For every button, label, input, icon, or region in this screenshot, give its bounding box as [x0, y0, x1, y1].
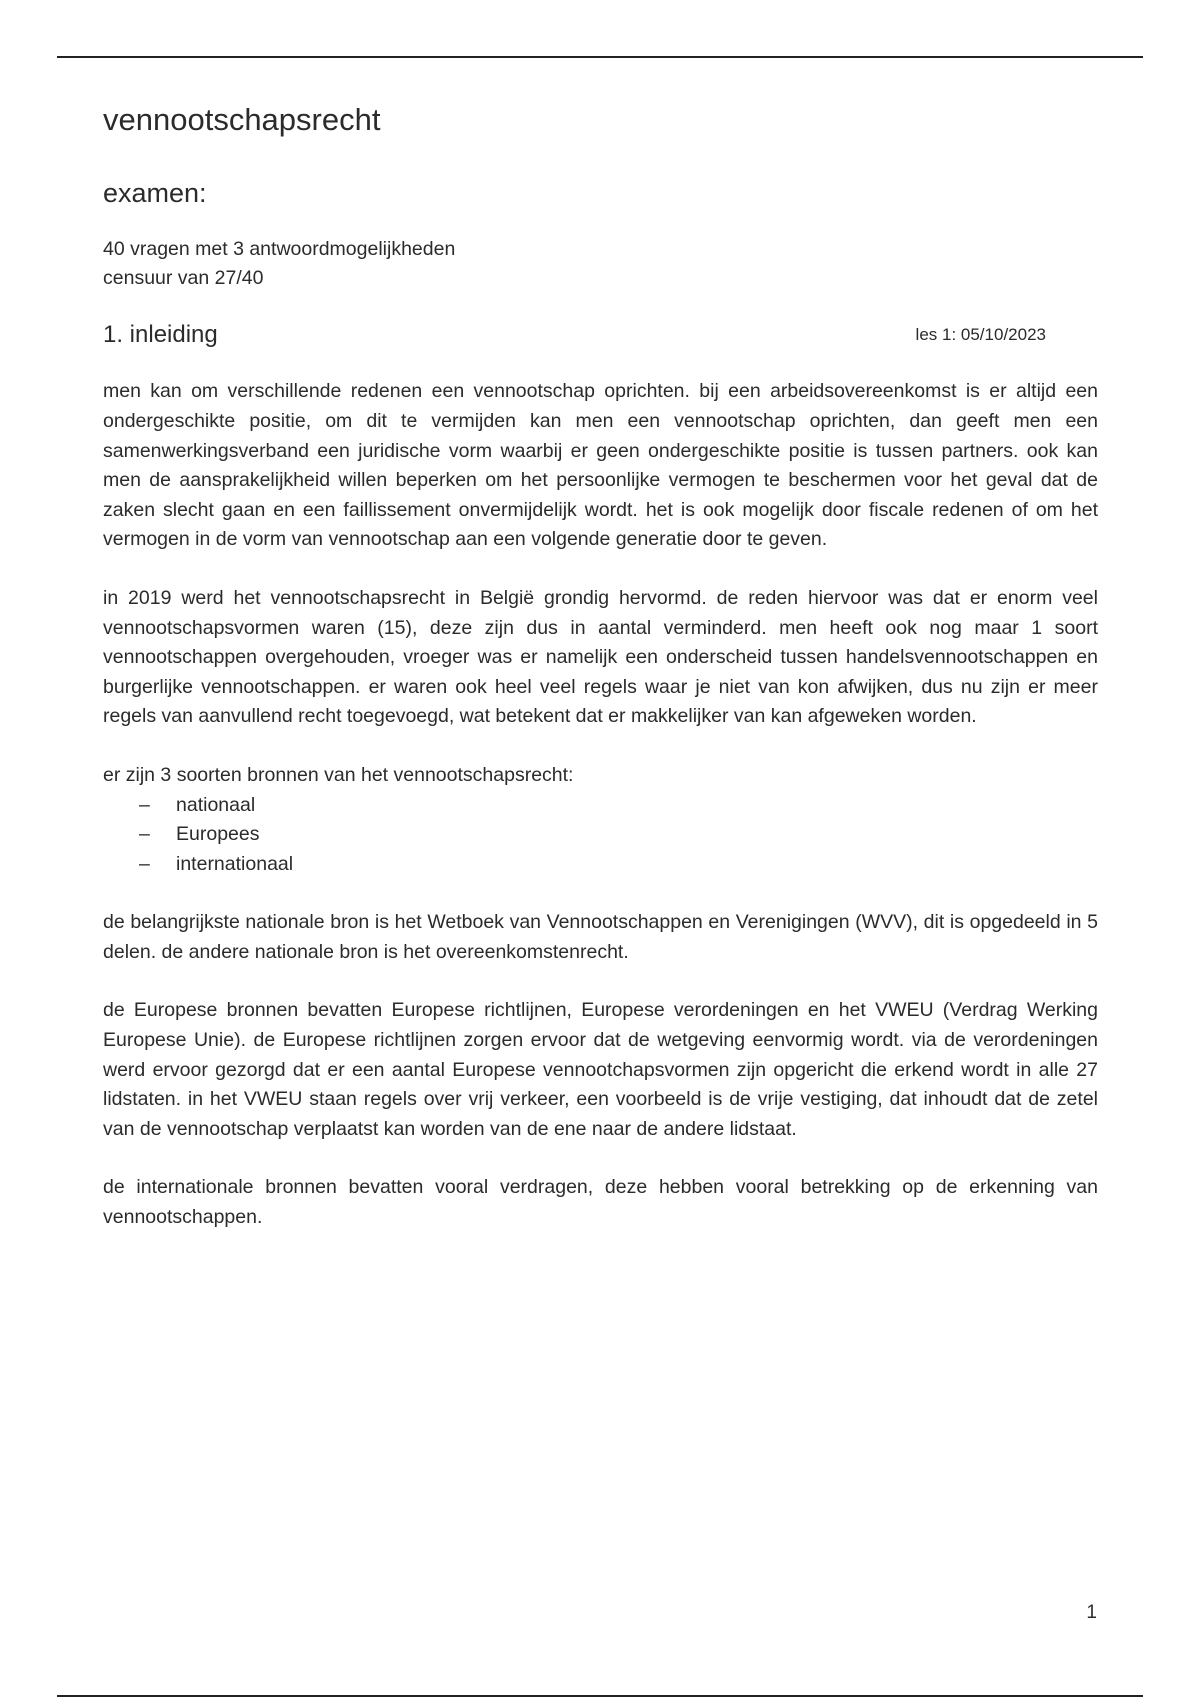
document-title: vennootschapsrecht: [103, 102, 381, 137]
bullet-dash: –: [139, 823, 150, 846]
exam-info-line: 40 vragen met 3 antwoordmogelijkheden: [103, 238, 456, 261]
sources-list: [103, 791, 1098, 880]
bullet-dash: –: [139, 852, 150, 875]
list-item-label: Europees: [176, 823, 260, 846]
bottom-rule: [57, 1695, 1143, 1697]
paragraph-reform: in 2019 werd het vennootschapsrecht in België grondig hervormd. de reden hiervoor was dat er enorm veel vennootschapsvormen waren (15), deze zijn dus in aantal verminderd. men heeft ook nog maar 1 soort vennootschappen overgehouden, vroeger was er namelijk een onderscheid tussen handelsvennootschappen en burgerlijke vennootschappen. er waren ook heel veel regels waar je niet van kon afwijken, dus nu zijn er meer regels van aanvullend recht toegevoegd, wat betekent dat er makkelijker van kan afgeweken worden.: [103, 586, 1098, 728]
section-header: [103, 317, 1098, 353]
top-rule: [57, 56, 1143, 58]
exam-heading: examen:: [103, 178, 207, 209]
paragraph-reasons: men kan om verschillende redenen een vennootschap oprichten. bij een arbeidsovereenkomst is er altijd een ondergeschikte positie, om dit te vermijden kan men een vennootschap oprichten, dan geeft men een samenwerkingsverband een juridische vorm waarbij er geen ondergeschikte positie is tussen partners. ook kan men de aansprakelijkheid willen beperken om het persoonlijke vermogen te beschermen voor het geval dat de zaken slecht gaan en een faillissement onvermijdelijk wordt. het is ook mogelijk door fiscale redenen of om het vermogen in de vorm van vennootschap aan een volgende generatie door te geven.: [103, 380, 1098, 551]
paragraph-sources-intro: er zijn 3 soorten bronnen van het vennootschapsrecht:: [103, 763, 574, 786]
exam-info: [103, 235, 1098, 293]
list-item-label: internationaal: [176, 852, 294, 875]
list-item-label: nationaal: [176, 793, 256, 816]
section-title: 1. inleiding: [103, 321, 218, 349]
list-item: [139, 791, 1098, 821]
paragraph-national-sources: de belangrijkste nationale bron is het Wetboek van Vennootschappen en Verenigingen (WVV), dit is opgedeeld in 5 delen. de andere nationale bron is het overeenkomstenrecht.: [103, 911, 1098, 963]
paragraph-international-sources: de internationale bronnen bevatten vooral verdragen, deze hebben vooral betrekking op de erkenning van vennootschappen.: [103, 1176, 1098, 1229]
list-item: [139, 820, 1098, 850]
list-item: [139, 850, 1098, 880]
lesson-date: les 1: 05/10/2023: [915, 325, 1046, 345]
exam-info-line: censuur van 27/40: [103, 267, 264, 290]
page-number: 1: [1086, 1602, 1097, 1623]
document-page: [103, 100, 1098, 1233]
paragraph-european-sources: de Europese bronnen bevatten Europese richtlijnen, Europese verordeningen en het VWEU (Verdrag Werking Europese Unie). de Europese richtlijnen zorgen ervoor dat de wetgeving eenvormig wordt. via de verordeningen werd ervoor gezorgd dat er een aantal Europese vennootchapsvormen zijn opgericht die erkend wordt in alle 27 lidstaten. in het VWEU staan regels over vrij verkeer, een voorbeeld is de vrije vestiging, dat inhoudt dat de zetel van de vennootschap verplaatst kan worden van de ene naar de andere lidstaat.: [103, 999, 1098, 1140]
bullet-dash: –: [139, 793, 150, 816]
